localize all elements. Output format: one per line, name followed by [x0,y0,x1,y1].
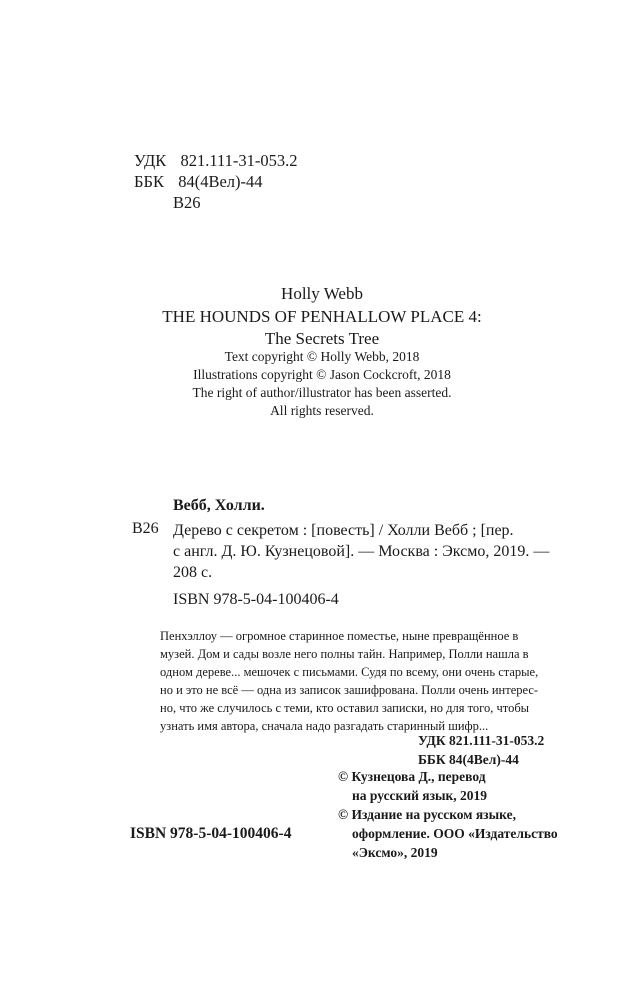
index-bbk: ББК 84(4Вел)-44 [418,752,519,767]
annotation-line: музей. Дом и сады возле него полны тайн. Например, Полли нашла в [160,647,529,661]
author-mark-top: В26 [173,193,201,212]
udk-label: УДК [134,151,167,170]
catalog-description-line: 208 с. [173,564,213,581]
copyright-block [0,348,644,420]
original-author: Holly Webb [281,284,363,303]
rights-block [338,767,558,862]
copyright-line: Illustrations copyright © Jason Cockcroft, 2018 [193,367,451,382]
catalog-description-line: Дерево с секретом : [повесть] / Холли Вебб ; [пер. [173,522,514,539]
catalog-heading: Вебб, Холли. [173,497,265,514]
annotation-line: Пенхэллоу — огромное старинное поместье, ныне превращённое в [160,629,519,643]
catalog-isbn: ISBN 978-5-04-100406-4 [173,591,339,608]
index-udk: УДК 821.111-31-053.2 [418,733,545,748]
catalog-description-line: с англ. Д. Ю. Кузнецовой]. — Москва : Эксмо, 2019. — [173,543,550,560]
rights-line: © Издание на русском языке, [338,807,516,822]
bbk-line [134,171,263,193]
isbn-bottom: ISBN 978-5-04-100406-4 [130,825,292,842]
bbk-value: 84(4Вел)-44 [178,172,263,191]
udk-value: 821.111-31-053.2 [180,151,298,170]
book-title: The Secrets Tree [264,329,380,348]
udk-line [134,150,298,172]
copyright-line: All rights reserved. [270,403,374,418]
original-title-block [0,283,644,351]
rights-line: на русский язык, 2019 [352,788,488,803]
catalog-description [173,520,549,583]
bbk-label: ББК [134,172,164,191]
index-bottom [418,731,544,769]
rights-line: «Эксмо», 2019 [352,845,438,860]
copyright-line: The right of author/illustrator has been asserted. [192,385,452,400]
annotation-line: но, что же случилось с теми, кто оставил записки, но для того, чтобы [160,701,530,715]
rights-line: оформление. ООО «Издательство [352,826,558,841]
annotation-line: узнать имя автора, сначала надо разгадать старинный шифр... [160,719,489,733]
annotation-line: но и это не всё — одна из записок зашифрована. Полли очень интерес- [160,683,539,697]
catalog-author-mark: В26 [132,520,159,537]
annotation-line: одном дереве... мешочек с письмами. Судя по всему, они очень старые, [160,665,539,679]
rights-line: © Кузнецова Д., перевод [338,769,486,784]
annotation [160,627,538,735]
series-title: THE HOUNDS OF PENHALLOW PLACE 4: [162,306,482,326]
copyright-line: Text copyright © Holly Webb, 2018 [224,349,420,364]
